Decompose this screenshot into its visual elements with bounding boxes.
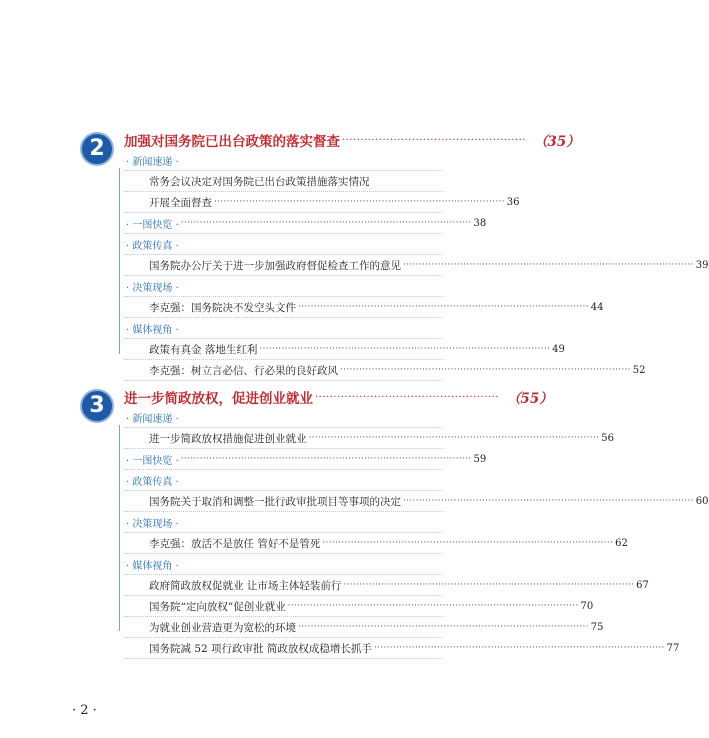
leader-dots: ···························································································· xyxy=(403,260,694,270)
leader-dots: ···························································································· xyxy=(322,538,614,548)
toc-rows xyxy=(124,150,709,381)
leader-dots: ···························································································· xyxy=(214,197,505,207)
section-title[interactable] xyxy=(124,130,580,150)
section-number-badge: 3 xyxy=(80,389,114,423)
leader-dots: ···························································································· xyxy=(180,218,472,228)
section-title-text: 进一步简政放权，促进创业就业 xyxy=(124,391,313,407)
toc-entry[interactable]: 国务院办公厅关于进一步加强政府督促检查工作的意见 ···························································································· 39 xyxy=(124,255,442,276)
toc-entry[interactable]: 为就业创业营造更为宽松的环境 ···························································································· 75 xyxy=(124,617,442,638)
toc-entry[interactable]: 李克强：树立言必信、行必果的良好政风 ···························································································· 52 xyxy=(124,360,442,381)
leader-dots: ···························································································· xyxy=(340,365,631,375)
leader-dots: ···························································································· xyxy=(180,454,472,464)
section-page: （35） xyxy=(533,134,580,150)
section-page: （55） xyxy=(506,391,553,407)
section-number-badge: 2 xyxy=(80,132,114,166)
leader-dots: ···························································································· xyxy=(308,433,600,443)
category-label: · 政策传真 · xyxy=(124,470,442,491)
category-label: · 新闻速递 · xyxy=(124,150,442,171)
section-rule xyxy=(119,425,120,631)
toc-entry[interactable]: 国务院减 52 项行政审批 简政放权成稳增长抓手 ···························································································· 77 xyxy=(124,638,442,659)
leader-dots: ···························································································· xyxy=(298,302,589,312)
toc-entry[interactable]: 开展全面督查 ···························································································· 36 xyxy=(124,192,442,213)
toc-entry[interactable]: 李克强：国务院决不发空头文件 ···························································································· 44 xyxy=(124,297,442,318)
leader-dots: ···························································································· xyxy=(287,601,579,611)
category-label: · 决策现场 · xyxy=(124,276,442,297)
toc-entry[interactable]: 国务院关于取消和调整一批行政审批项目等事项的决定 ···························································································· 60 xyxy=(124,491,442,512)
leader-dots: ···························································································· xyxy=(403,496,694,506)
category-label: · 政策传真 · xyxy=(124,234,442,255)
category-label: · 媒体视角 · xyxy=(124,318,442,339)
toc-section-3 xyxy=(80,387,709,655)
leader-dots: ···························································································· xyxy=(259,344,551,354)
toc-rows xyxy=(124,407,709,659)
category-label: · 媒体视角 · xyxy=(124,554,442,575)
toc-entry[interactable]: 进一步简政放权措施促进创业就业 ···························································································· 56 xyxy=(124,428,442,449)
toc-section-2 xyxy=(80,130,709,377)
leader-dots: ···························································································· xyxy=(298,622,589,632)
leader-dots: ·················································· xyxy=(342,134,526,146)
toc-entry[interactable]: 国务院“定向放权”促创业就业 ···························································································· 70 xyxy=(124,596,442,617)
category-label: · 新闻速递 · xyxy=(124,407,442,428)
toc-entry[interactable]: 政策有真金 落地生红利 ···························································································· 49 xyxy=(124,339,442,360)
leader-dots: ···························································································· xyxy=(343,580,635,590)
section-title[interactable] xyxy=(124,387,553,407)
toc-entry[interactable]: 李克强：放活不是放任 管好不是管死 ···························································································· 62 xyxy=(124,533,442,554)
toc-entry-yitu[interactable]: · 一图快览 · ···························································································· 59 xyxy=(124,449,442,470)
page-number: · 2 · xyxy=(72,703,97,718)
toc-entry[interactable]: 政府简政放权促就业 让市场主体轻装前行 ···························································································· 67 xyxy=(124,575,442,596)
category-label: · 决策现场 · xyxy=(124,512,442,533)
toc-entry[interactable]: 常务会议决定对国务院已出台政策措施落实情况 xyxy=(124,171,442,192)
leader-dots: ·················································· xyxy=(315,391,499,403)
leader-dots: ···························································································· xyxy=(373,643,665,653)
toc-entry-yitu[interactable]: · 一图快览 · ···························································································· 38 xyxy=(124,213,442,234)
section-title-text: 加强对国务院已出台政策的落实督查 xyxy=(124,134,340,150)
section-rule xyxy=(119,168,120,354)
